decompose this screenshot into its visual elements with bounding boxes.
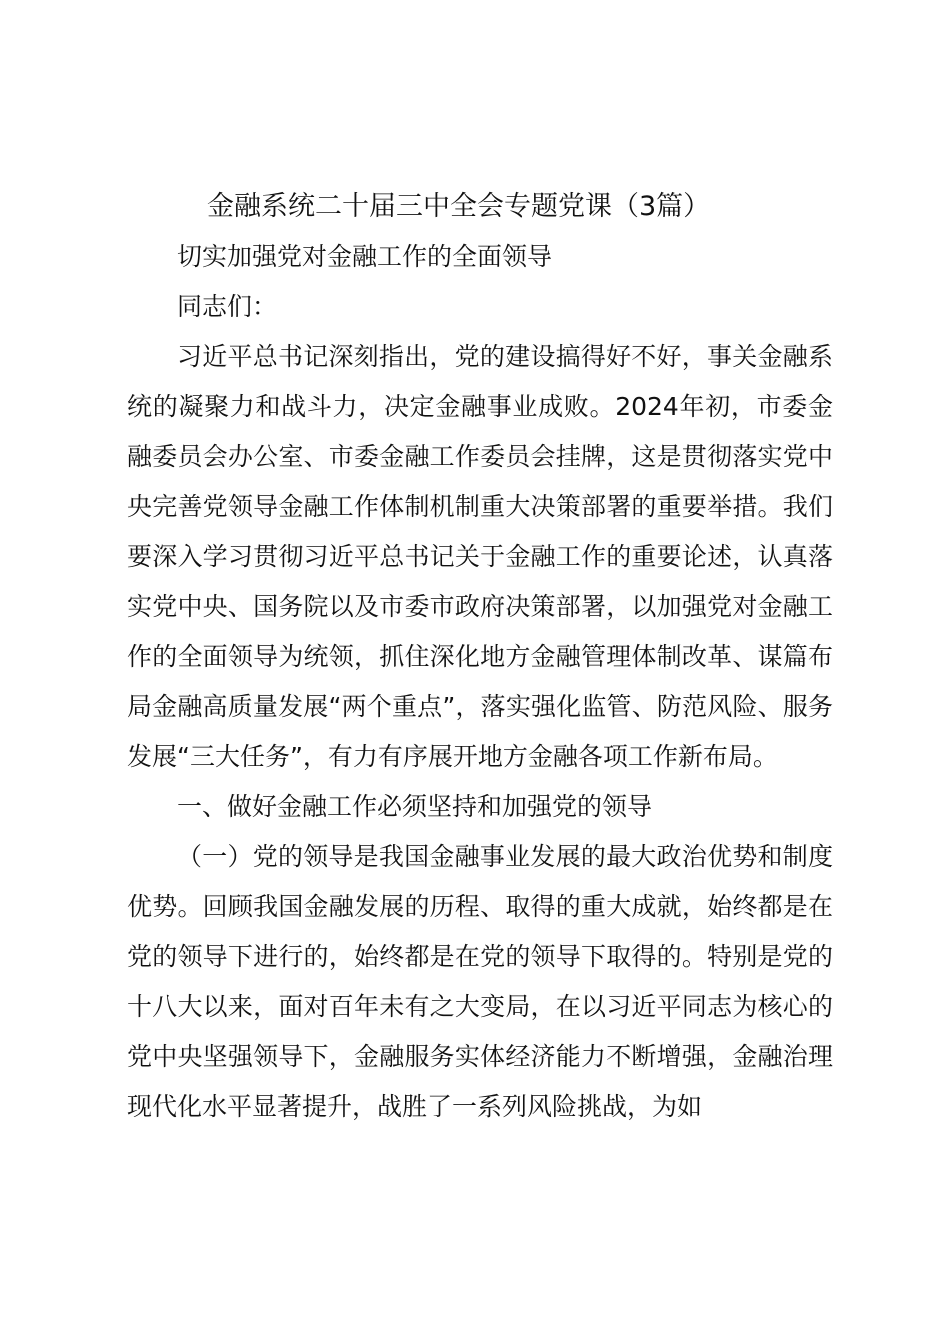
intro-paragraph: 习近平总书记深刻指出，党的建设搞得好不好，事关金融系统的凝聚力和战斗力，决定金融事业成败。2024年初，市委金融委员会办公室、市委金融工作委员会挂牌，这是贯彻落实党中央完善党领导金融工作体制机制重大决策部署的重要举措。我们要深入学习贯彻习近平总书记关于金融工作的重要论述，认真落实党中央、国务院以及市委市政府决策部署，以加强党对金融工作的全面领导为统领，抓住深化地方金融管理体制改革、谋篇布局金融高质量发展“两个重点”，落实强化监管、防范风险、服务发展“三大任务”，有力有序展开地方金融各项工作新布局。 bbox=[127, 342, 833, 771]
document-body bbox=[127, 182, 833, 1132]
section-paragraph: （一）党的领导是我国金融事业发展的最大政治优势和制度优势。回顾我国金融发展的历程、取得的重大成就，始终都是在党的领导下进行的，始终都是在党的领导下取得的。特别是党的十八大以来，面对百年未有之大变局，在以习近平同志为核心的党中央坚强领导下，金融服务实体经济能力不断增强，金融治理现代化水平显著提升，战胜了一系列风险挑战，为如 bbox=[127, 842, 833, 1121]
section-heading: 一、做好金融工作必须坚持和加强党的领导 bbox=[177, 792, 653, 821]
document-subtitle: 切实加强党对金融工作的全面领导 bbox=[177, 242, 553, 271]
document-title: 金融系统二十届三中全会专题党课（3篇） bbox=[207, 191, 711, 222]
salutation: 同志们： bbox=[177, 292, 278, 321]
